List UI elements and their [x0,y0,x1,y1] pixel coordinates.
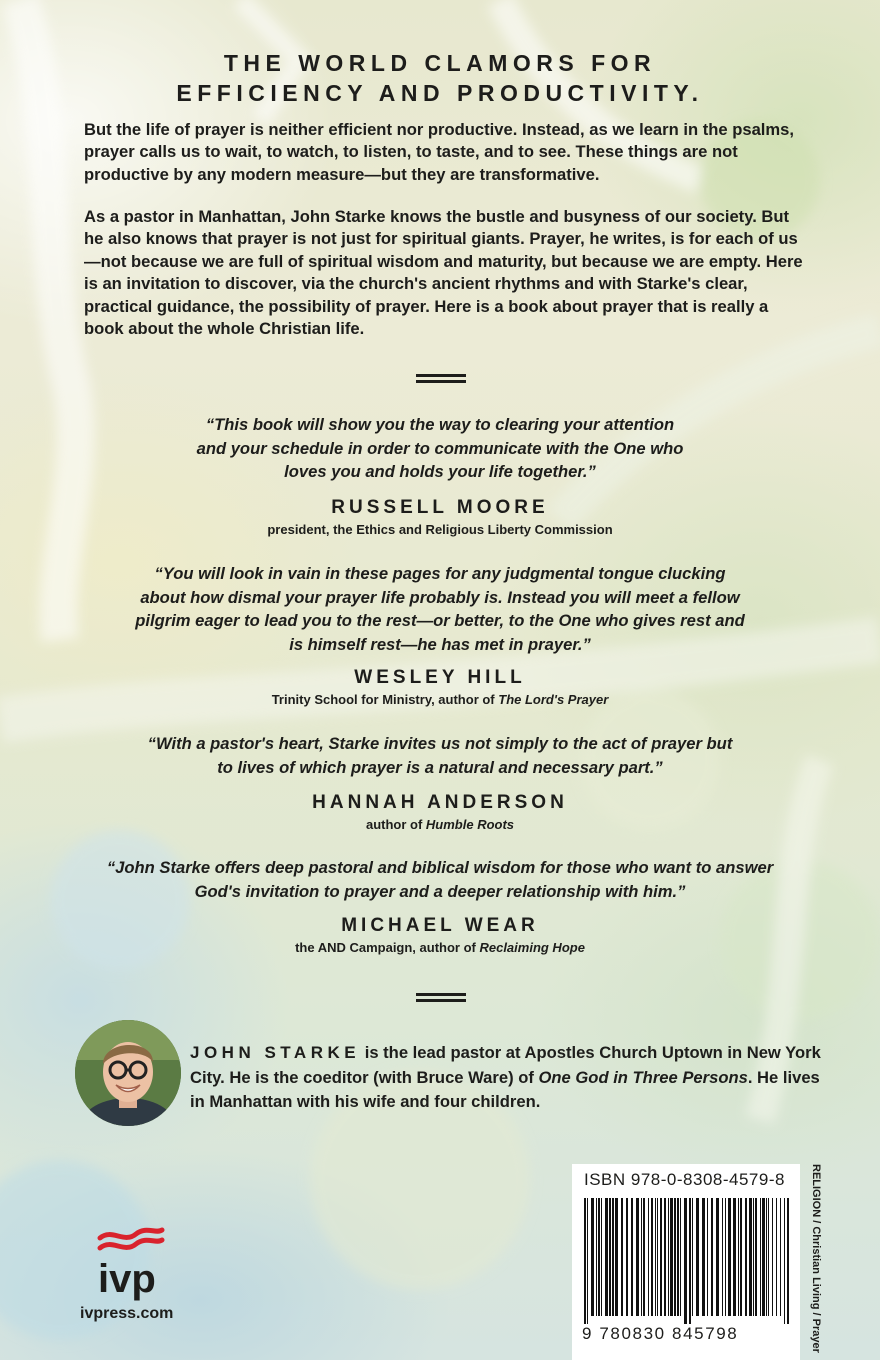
barcode-bar [668,1198,669,1316]
barcode-bar [776,1198,777,1316]
bisac-category: RELIGION / Christian Living / Prayer [810,1164,822,1353]
barcode-bar [716,1198,719,1316]
endorsement-quote: “With a pastor's heart, Starke invites us not simply to the act of prayer but to lives of which prayer is a natural and necessary part.” [147,734,733,777]
barcode-bar [722,1198,723,1316]
barcode-bar [651,1198,653,1316]
barcode-bar [596,1198,597,1316]
author-name: JOHN STARKE [190,1043,361,1062]
barcode-bar [740,1198,742,1316]
author-photo [75,1020,181,1126]
barcode-bar [772,1198,773,1316]
author-portrait-icon [75,1020,181,1126]
barcode-bar [636,1198,639,1316]
barcode-bar [680,1198,681,1316]
barcode-bar [711,1198,713,1316]
barcode-bar [626,1198,628,1316]
endorser-name: WESLEY HILL [354,667,526,688]
headline-line-2: EFFICIENCY AND PRODUCTIVITY. [176,80,704,106]
intro-paragraph-2: As a pastor in Manhattan, John Starke knows the bustle and busyness of our society. But he also knows that prayer is not just for spiritual giants. Prayer, he writes, is for each of us—not because we are full of spiritual wisdom and maturity, but because we are empty. Here is an invitation to discover, via the church's ancient rhythms and with Starke's clear, practical guidance, the possibility of prayer. Here is a book about prayer that is really a book about the whole Christian life. [84,207,803,339]
barcode-bar [755,1198,757,1316]
endorsement-quote: “John Starke offers deep pastoral and biblical wisdom for those who want to answer God's invitation to prayer and a deeper relationship with him.” [106,858,774,901]
barcode-bar [631,1198,633,1316]
barcode-bar [648,1198,649,1316]
endorser-credential: author of Humble Roots [365,817,515,832]
barcode-bar [738,1198,739,1316]
publisher-url[interactable]: ivpress.com [80,1305,174,1322]
barcode-bar [684,1198,687,1324]
section-divider-bottom [416,993,466,1002]
section-divider-top [416,374,466,383]
author-book-title: One God in Three Persons [538,1067,748,1087]
barcode-bar [657,1198,658,1316]
barcode-bar [760,1198,761,1316]
barcode-bar [587,1198,588,1324]
barcode-bar [591,1198,594,1316]
barcode-bar [605,1198,608,1316]
endorser-name: MICHAEL WEAR [341,915,539,936]
barcode-bar [768,1198,769,1316]
barcode-bar [725,1198,726,1316]
barcode-bar [707,1198,708,1316]
barcode-bar [677,1198,679,1316]
barcode-bar [762,1198,765,1316]
barcode-panel [572,1164,800,1360]
barcode-bar [696,1198,699,1316]
barcode-bar [749,1198,752,1316]
barcode-bar [674,1198,676,1316]
barcode-bar [664,1198,666,1316]
endorser-name: HANNAH ANDERSON [312,792,568,813]
barcode-bar [670,1198,673,1316]
barcode-bar [689,1198,691,1324]
barcode-bar [780,1198,781,1316]
barcode-bar [621,1198,623,1316]
barcode-bar [598,1198,600,1316]
barcode-bar [641,1198,642,1316]
barcode-bar [615,1198,618,1316]
endorser-credential: Trinity School for Ministry, author of The Lord's Prayer [271,692,609,707]
barcode-bar [787,1198,789,1324]
barcode-bar [728,1198,731,1316]
barcode-bar [584,1198,586,1324]
barcode-bar [745,1198,747,1316]
endorsement-quote: “This book will show you the way to clearing your attention and your schedule in order to communicate with the One who loves you and holds your life together.” [196,415,684,481]
ivp-logo-icon [96,1224,166,1304]
barcode-bar [784,1198,785,1324]
barcode-bar [702,1198,705,1316]
barcode-bar [692,1198,693,1316]
barcode-bar [655,1198,656,1316]
barcode-bar [609,1198,611,1316]
barcode-bar [660,1198,662,1316]
endorser-credential: the AND Campaign, author of Reclaiming Hope [295,940,585,955]
barcode-digits: 9 780830 845798 [582,1324,739,1343]
endorser-name: RUSSELL MOORE [331,497,549,518]
isbn-label: ISBN 978-0-8308-4579-8 [584,1170,785,1189]
barcode-bar [601,1198,602,1316]
barcode-bar [733,1198,736,1316]
endorsement-quote: “You will look in vain in these pages for any judgmental tongue clucking about how dismal your prayer life probably is. Instead you will meet a fellow pilgrim eager to lead you to the rest—or better, to the One who gives rest and is himself rest—he has met in prayer.” [135,564,745,654]
endorser-credential: president, the Ethics and Religious Liberty Commission [267,522,613,537]
barcode-bar [766,1198,767,1316]
barcode-bar [612,1198,614,1316]
logo-text: ivp [98,1257,156,1301]
author-bio: JOHN STARKE is the lead pastor at Apostles Church Uptown in New York City. He is the coeditor (with Bruce Ware) of One God in Three Persons. He lives in Manhattan with his wife and four children. [190,1043,821,1111]
barcode-bar [753,1198,754,1316]
headline-line-1: THE WORLD CLAMORS FOR [223,50,657,76]
barcode-bar [643,1198,645,1316]
intro-paragraph-1: But the life of prayer is neither efficient nor productive. Instead, as we learn in the psalms, prayer calls us to wait, to watch, to listen, to taste, and to see. These things are not productive by any modern measure—but they are transformative. [84,120,795,184]
